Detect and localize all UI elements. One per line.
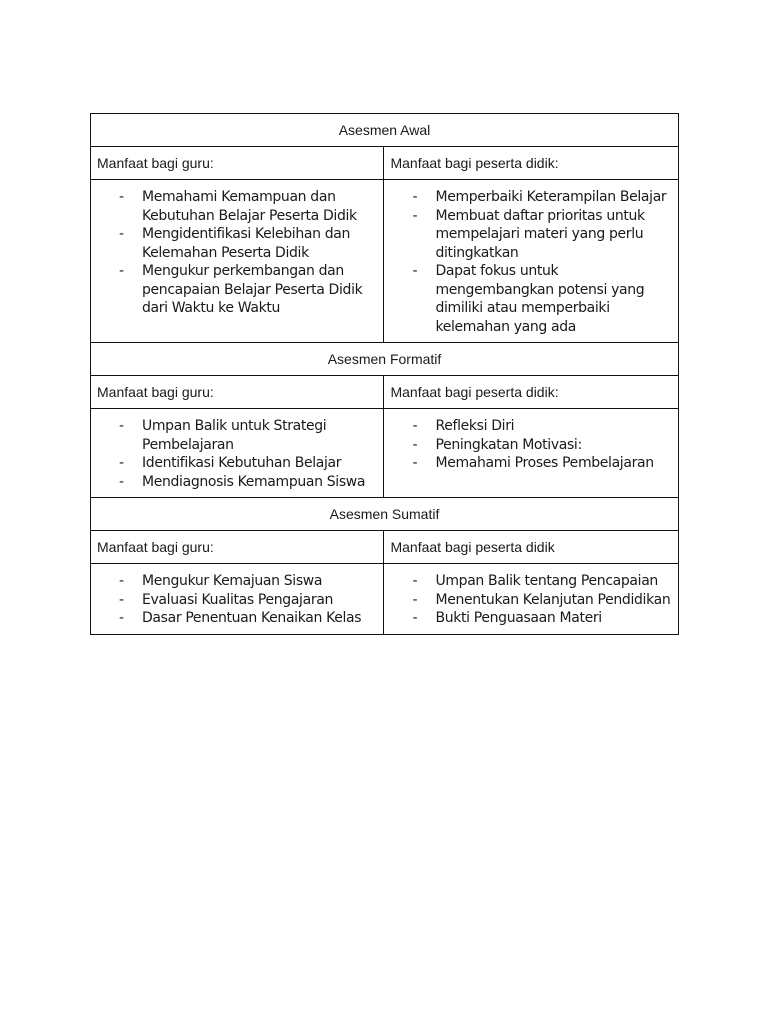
list-item (390, 591, 672, 610)
list-item-text: Peningkatan Motivasi: (435, 436, 582, 453)
student-benefit-heading: Manfaat bagi peserta didik (384, 531, 679, 564)
student-benefit-cell (384, 409, 679, 498)
list-item (390, 207, 672, 263)
list-item (97, 454, 377, 473)
list-item (97, 417, 377, 454)
list-item-text: Mendiagnosis Kemampuan Siswa (142, 473, 366, 490)
section-title: Asesmen Formatif (91, 343, 679, 376)
list-item (97, 473, 377, 492)
bullet-dash: - (412, 610, 418, 626)
section-title: Asesmen Awal (91, 114, 679, 147)
list-item (97, 609, 377, 628)
bullet-dash: - (119, 573, 124, 589)
bullet-dash: - (412, 591, 418, 608)
bullet-dash: - (119, 263, 124, 279)
list-item-text: Memahami Kemampuan dan Kebutuhan Belajar Peserta Didik (142, 189, 357, 224)
bullet-dash: - (119, 455, 124, 471)
list-item (390, 572, 672, 591)
teacher-benefit-list (97, 188, 377, 318)
section-subheading-row (91, 147, 679, 180)
teacher-benefit-cell (91, 564, 384, 635)
teacher-benefit-list (97, 417, 377, 491)
list-item-text: Refleksi Diri (435, 418, 515, 434)
list-item-text: Mengidentifikasi Kelebihan dan Kelemahan Peserta Didik (142, 226, 350, 261)
bullet-dash: - (119, 591, 124, 608)
bullet-dash: - (412, 455, 418, 471)
bullet-dash: - (119, 473, 124, 490)
list-item (97, 572, 377, 591)
list-item-text: Identifikasi Kebutuhan Belajar (142, 455, 342, 471)
list-item-text: Dapat fokus untuk mengembangkan potensi yang dimiliki atau memperbaiki kelemahan yang ada (435, 263, 645, 335)
student-benefit-cell (384, 180, 679, 343)
bullet-dash: - (412, 263, 418, 279)
list-item-text: Umpan Balik tentang Pencapaian (435, 573, 658, 589)
bullet-dash: - (412, 436, 418, 453)
list-item-text: Bukti Penguasaan Materi (435, 610, 602, 626)
bullet-dash: - (119, 610, 124, 626)
student-benefit-cell (384, 564, 679, 635)
section-title-row (91, 114, 679, 147)
student-benefit-list (390, 417, 672, 473)
list-item-text: Memahami Proses Pembelajaran (435, 455, 654, 471)
student-benefit-list (390, 188, 672, 336)
list-item (97, 225, 377, 262)
bullet-dash: - (119, 189, 124, 205)
list-item (390, 262, 672, 336)
list-item-text: Umpan Balik untuk Strategi Pembelajaran (142, 418, 327, 453)
bullet-dash: - (412, 418, 418, 434)
list-item-text: Membuat daftar prioritas untuk mempelajari materi yang perlu ditingkatkan (435, 207, 645, 261)
bullet-dash: - (119, 418, 124, 434)
student-benefit-heading: Manfaat bagi peserta didik: (384, 376, 679, 409)
teacher-benefit-heading: Manfaat bagi guru: (91, 147, 384, 180)
list-item-text: Memperbaiki Keterampilan Belajar (435, 189, 667, 205)
section-title: Asesmen Sumatif (91, 498, 679, 531)
bullet-dash: - (119, 226, 124, 242)
list-item (390, 188, 672, 207)
list-item-text: Dasar Penentuan Kenaikan Kelas (142, 610, 362, 626)
section-subheading-row (91, 376, 679, 409)
list-item-text: Menentukan Kelanjutan Pendidikan (435, 591, 671, 608)
section-title-row (91, 498, 679, 531)
list-item (97, 188, 377, 225)
section-list-row (91, 180, 679, 343)
list-item-text: Mengukur Kemajuan Siswa (142, 573, 323, 589)
list-item (390, 436, 672, 455)
student-benefit-heading: Manfaat bagi peserta didik: (384, 147, 679, 180)
assessment-table (90, 113, 679, 635)
list-item (97, 262, 377, 318)
list-item-text: Evaluasi Kualitas Pengajaran (142, 591, 333, 608)
list-item (390, 454, 672, 473)
bullet-dash: - (412, 189, 418, 205)
teacher-benefit-list (97, 572, 377, 628)
teacher-benefit-cell (91, 409, 384, 498)
section-title-row (91, 343, 679, 376)
student-benefit-list (390, 572, 672, 628)
teacher-benefit-heading: Manfaat bagi guru: (91, 531, 384, 564)
teacher-benefit-cell (91, 180, 384, 343)
teacher-benefit-heading: Manfaat bagi guru: (91, 376, 384, 409)
bullet-dash: - (412, 573, 418, 589)
list-item (97, 591, 377, 610)
section-list-row (91, 564, 679, 635)
list-item (390, 417, 672, 436)
section-list-row (91, 409, 679, 498)
list-item-text: Mengukur perkembangan dan pencapaian Belajar Peserta Didik dari Waktu ke Waktu (142, 263, 363, 316)
bullet-dash: - (412, 207, 418, 224)
section-subheading-row (91, 531, 679, 564)
list-item (390, 609, 672, 628)
